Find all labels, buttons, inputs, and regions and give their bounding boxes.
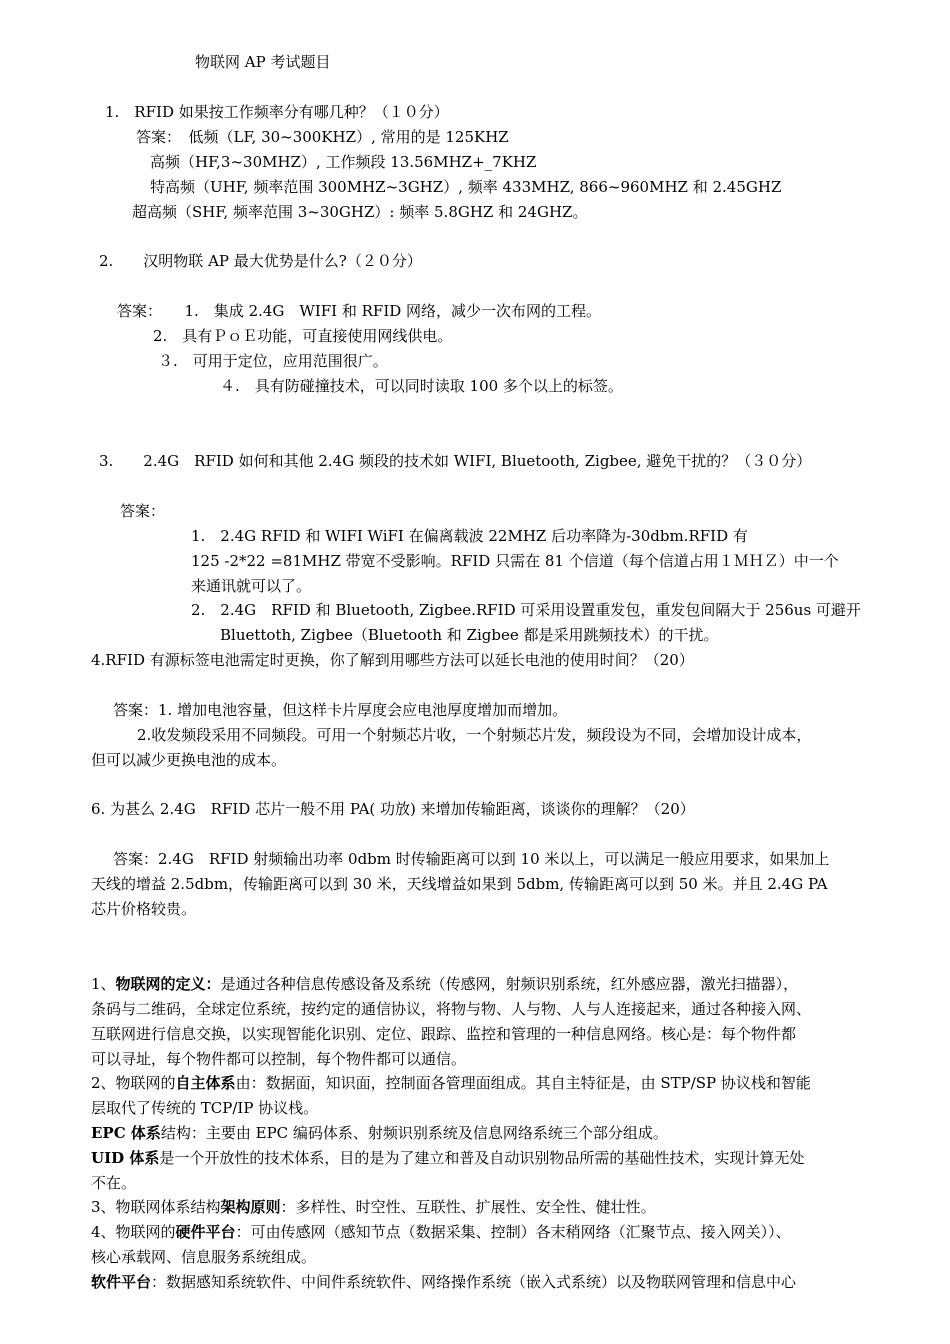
note-line: 可以寻址，每个物件都可以控制，每个物件都可以通信。 xyxy=(91,1050,467,1068)
note-4-line xyxy=(91,1223,791,1241)
note-2-line xyxy=(91,1074,811,1092)
question-6: 6. 为甚么 2.4G RFID 芯片一般不用 PA( 功放) 来增加传输距离，谈谈你的理解？（20） xyxy=(91,800,695,818)
doc-title: 物联网 AP 考试题目 xyxy=(195,53,331,71)
note-line: 不在。 xyxy=(91,1174,137,1192)
note-2-text: 由：数据面，知识面，控制面各管理面组成。其自主特征是，由 STP/SP 协议栈和智能 xyxy=(235,1074,811,1092)
question-4: 4.RFID 有源标签电池需定时更换，你了解到用哪些方法可以延长电池的使用时间？（20） xyxy=(91,651,694,669)
note-4-term: 硬件平台 xyxy=(175,1223,236,1241)
q6-answer-line: 天线的增益 2.5dbm，传输距离可以到 30 米，天线增益如果到 5dbm, 传输距离可以到 50 米。并且 2.4G PA xyxy=(91,875,828,893)
q3-answer-line: 125 -2*22 =81MHZ 带宽不受影响。RFID 只需在 81 个信道（每个信道占用１ＭＨＺ）中一个 xyxy=(191,552,839,570)
note-1-term: 物联网的定义： xyxy=(115,975,221,993)
note-line: 层取代了传统的 TCP/IP 协议栈。 xyxy=(91,1099,319,1117)
note-uid-line xyxy=(91,1149,804,1167)
question-1: 1. RFID 如果按工作频率分有哪几种？（１０分） xyxy=(105,103,449,121)
note-3-line xyxy=(91,1198,656,1216)
note-software-term: 软件平台 xyxy=(91,1273,152,1291)
q2-answer-line: 2. 具有ＰｏＥ功能，可直接使用网线供电。 xyxy=(153,327,453,345)
note-line: 条码与二维码，全球定位系统，按约定的通信协议，将物与物、人与物、人与人连接起来，通过各种接入网、 xyxy=(91,1000,812,1018)
note-line: 核心承载网、信息服务系统组成。 xyxy=(91,1248,317,1266)
note-uid-term: UID 体系 xyxy=(91,1149,160,1167)
q3-answer-line: 1. 2.4G RFID 和 WIFI WiFI 在偏离载波 22MHZ 后功率降为-30dbm.RFID 有 xyxy=(191,527,748,545)
note-1-line xyxy=(91,975,798,993)
q4-answer-line: 答案：1. 增加电池容量，但这样卡片厚度会应电池厚度增加而增加。 xyxy=(113,701,568,719)
note-3-term: 架构原则 xyxy=(220,1198,281,1216)
q1-answer-line: 答案： 低频（LF, 30~300KHZ）, 常用的是 125KHZ xyxy=(136,128,509,146)
q4-answer-line: 2.收发频段采用不同频段。可用一个射频芯片收，一个射频芯片发，频段设为不同，会增加设计成本， xyxy=(137,726,812,744)
note-software-text: ：数据感知系统软件、中间件系统软件、网络操作系统（嵌入式系统）以及物联网管理和信息中心 xyxy=(151,1273,797,1291)
note-3-text: ：多样性、时空性、互联性、扩展性、安全性、健壮性。 xyxy=(280,1198,656,1216)
q3-answer-line: 来通讯就可以了。 xyxy=(191,577,312,595)
note-2-term: 自主体系 xyxy=(175,1074,236,1092)
note-2-prefix: 2、物联网的 xyxy=(91,1074,176,1092)
q2-answer-line: 答案： 1. 集成 2.4G WIFI 和 RFID 网络，减少一次布网的工程。 xyxy=(117,302,602,320)
question-3: 3. 2.4G RFID 如何和其他 2.4G 频段的技术如 WIFI, Bluetooth, Zigbee, 避免干扰的？（３０分） xyxy=(99,452,812,470)
q6-answer-line: 答案：2.4G RFID 射频输出功率 0dbm 时传输距离可以到 10 米以上，可以满足一般应用要求，如果加上 xyxy=(113,850,830,868)
note-1-prefix: 1、 xyxy=(91,975,116,993)
note-4-text: ：可由传感网（感知节点（数据采集、控制）各末稍网络（汇聚节点、接入网关））、 xyxy=(235,1223,791,1241)
note-1-text: 是通过各种信息传感设备及系统（传感网，射频识别系统，红外感应器，激光扫描器）， xyxy=(220,975,799,993)
q1-answer-line: 高频（HF,3~30MHZ）, 工作频段 13.56MHZ+_7KHZ xyxy=(150,153,537,171)
q3-answer-line: 2. 2.4G RFID 和 Bluetooth, Zigbee.RFID 可采用设置重发包，重发包间隔大于 256us 可避开 xyxy=(191,601,861,619)
note-epc-line xyxy=(91,1124,668,1142)
note-line: 互联网进行信息交换，以实现智能化识别、定位、跟踪、监控和管理的一种信息网络。核心是：每个物件都 xyxy=(91,1025,797,1043)
q6-answer-line: 芯片价格较贵。 xyxy=(91,900,197,918)
note-epc-text: 结构：主要由 EPC 编码体系、射频识别系统及信息网络系统三个部分组成。 xyxy=(160,1124,668,1142)
q2-answer-line: ４. 具有防碰撞技术，可以同时读取 100 多个以上的标签。 xyxy=(220,377,623,395)
note-uid-text: 是一个开放性的技术体系，目的是为了建立和普及自动识别物品所需的基础性技术，实现计算无处 xyxy=(159,1149,805,1167)
note-3-prefix: 3、物联网体系结构 xyxy=(91,1198,221,1216)
q1-answer-line: 特高频（UHF, 频率范围 300MHZ~3GHZ）, 频率 433MHZ, 866~960MHZ 和 2.45GHZ xyxy=(150,178,782,196)
note-epc-term: EPC 体系 xyxy=(91,1124,161,1142)
q2-answer-line: ３. 可用于定位，应用范围很广。 xyxy=(158,352,388,370)
q1-answer-line: 超高频（SHF, 频率范围 3~30GHZ）: 频率 5.8GHZ 和 24GHZ。 xyxy=(132,203,588,221)
note-software-line xyxy=(91,1273,796,1291)
note-4-prefix: 4、物联网的 xyxy=(91,1223,176,1241)
q3-answer-line: Bluettoth, Zigbee（Bluetooth 和 Zigbee 都是采用跳频技术）的干扰。 xyxy=(220,626,719,644)
question-2: 2. 汉明物联 AP 最大优势是什么?（２０分） xyxy=(99,252,422,270)
q3-answer-label: 答案： xyxy=(120,502,166,520)
q4-answer-line: 但可以减少更换电池的成本。 xyxy=(91,751,287,769)
